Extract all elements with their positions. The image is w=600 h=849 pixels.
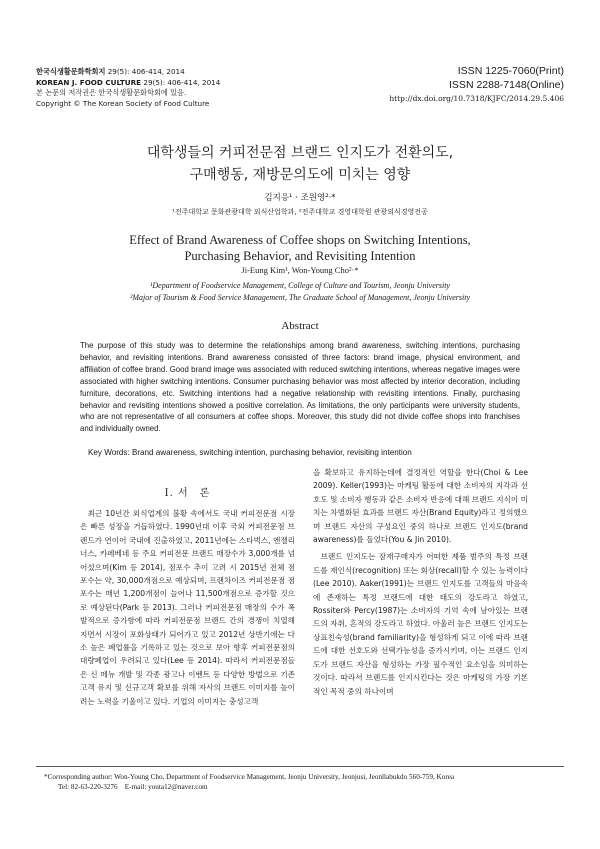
journal-name-en: KOREAN J. FOOD CULTURE — [36, 77, 142, 87]
affiliation-en-2: ²Major of Tourism & Food Service Management, The Graduate School of Management, Jeonju University — [129, 293, 471, 302]
title-ko — [0, 142, 600, 186]
title-ko-line1: 대학생들의 커피전문점 브랜드 인지도가 전환의도, — [146, 145, 454, 161]
journal-info — [36, 67, 220, 109]
copyright-note-ko: 본 논문의 저작권은 한국식생활문화학회에 있음. — [36, 88, 187, 98]
authors-en: Ji-Eung Kim¹, Won-Young Cho²·* — [241, 265, 359, 275]
keywords — [88, 448, 412, 457]
title-en-line2: Purchasing Behavior, and Revisiting Intention — [184, 249, 416, 263]
authors-ko: 김지응¹ · 조원영²·* — [264, 193, 336, 203]
affiliations-en — [0, 280, 600, 304]
issn-print: ISSN 1225-7060(Print) — [457, 65, 564, 77]
footnote — [44, 772, 454, 792]
paragraph: 을 확보하고 유지하는데에 결정적인 역할을 한다(Choi & Lee 2009). Keller(1993)는 마케팅 활동에 대한 소비자의 지각과 선호도 및 소비자 행동과 같은 소비자 반응에 대해 브랜드 지식이 미치는 차별화된 효과를 브랜드 자산(Brand Equity)라고 정의했으며 브랜드 자산의 구성요인 중의 하나로 브랜드 인지도(brand awareness)를 들었다(You & Jin 2010). — [313, 468, 528, 545]
section-heading: I. 서 론 — [164, 488, 211, 499]
affiliations-ko: ¹전주대학교 문화관광대학 외식산업학과, ²전주대학교 경영대학원 관광외식경영전공 — [172, 208, 428, 216]
paragraph: 브랜드 인지도는 잠재구매자가 어떠한 제품 범주의 특정 브랜드를 재인식(recognition) 또는 회상(recall)할 수 있는 능력이다(Lee 2010). Aaker(1991)는 브랜드 인지도를 고객들의 마음속에 존재하는 특정 브랜드에 대한 태도의 강도라고 하였고, Rossiter와 Percy(1987)는 소비자의 기억 속에 남아있는 브랜드의 자취, 흔적의 강도라고 하였다. 아울러 높은 브랜드 인지도는 상표친숙성(brand familiarity)을 형성하게 되고 이에 따라 브랜드에 대한 선호도와 선택가능성을 증가시키며, 이는 브랜드 인지도가 브랜드 자산을 형성하는 가장 필수적인 요소임을 의미하는 것이다. 따라서 브랜드를 인지시킨다는 것은 마케팅의 가장 기본적인 목적 중의 하나이며 — [313, 552, 528, 696]
contact-info: Tel: 82-63-220-3276 E-mail: youta12@naver.com — [58, 783, 208, 791]
title-en — [0, 232, 600, 264]
body-column-right — [313, 466, 528, 698]
body-column-left — [80, 507, 295, 708]
doi-link[interactable]: http://dx.doi.org/10.7318/KJFC/2014.29.5.406 — [389, 94, 564, 103]
title-ko-line2: 구매행동, 재방문의도에 미치는 영향 — [189, 167, 411, 183]
issn-online: ISSN 2288-7148(Online) — [449, 79, 564, 91]
abstract-text: The purpose of this study was to determine the relationships among brand awareness, switching intentions, purchasing behavior, and revisiting intentions. Brand awareness consisted of three factors: brand image, physical environment, and affiliation of coffee brand. Good brand image was associated with reduced switching intentions, whereas negative images were associated with higher switching intentions. Consumer purchasing behavior was most affected by interior decoration, including furniture, decorations, etc. Switching intentions had a negative relationship with revisiting intentions. Finally, purchasing behavior and revisiting intentions showed a positive correlation. As limitations, the only participants were university students, who are not representative of all consumers at coffee shops. Moreover, this study did not divide coffee shops into franchises and individually owned. — [80, 341, 520, 434]
title-en-line1: Effect of Brand Awareness of Coffee shops on Switching Intentions, — [129, 233, 471, 247]
footnote-divider — [36, 766, 564, 767]
journal-issue-ko: 29(5): 406-414, 2014 — [107, 67, 185, 76]
issn-block — [389, 64, 564, 106]
corresponding-author: *Corresponding author: Won-Young Cho, Department of Foodservice Management, Jeonju University, Jeonjusi, Jeonllabukdo 560-759, Korea — [44, 773, 455, 781]
journal-issue-en: 29(5): 406-414, 2014 — [143, 77, 221, 87]
paragraph: 최근 10년간 외식업계의 불황 속에서도 국내 커피전문점 시장은 빠른 성장을 거듭하였다. 1990년대 이후 국외 커피전문점 브랜드가 연이어 국내에 진출하였고, 2011년에는 스타벅스, 엔젤리너스, 카페베네 등 주요 커피전문 브랜드 매장수가 3,000개를 넘어섰으며(Kim 등 2014), 점포수 추이 고려 시 2015년 전체 점포수는 약, 30,000개점으로 예상되며, 프랜차이즈 커피전문점 점포수는 매년 1,200개점이 늘어나 11,500개점으로 증가할 것으로 예상된다(Park 등 2013). 그러나 커피전문점 매장의 수가 폭발적으로 증가함에 따라 커피전문점 브랜드 간의 경쟁이 치열해 지면서 시장이 포화상태가 되어가고 있고 2012년 상반기에는 다소 높은 폐업률을 기록하고 있는 것으로 보아 향후 커피전문점의 대량폐업이 우려되고 있다(Lee 등 2014). 따라서 커피전문점들은 신 메뉴 개발 및 각종 광고나 이벤트 등 다양한 방법으로 기존고객 유지 및 신규고객 확보를 위해 자사의 브랜드 이미지를 높이려는 노력을 기울이고 있다. 기업의 이미지는 충성고객 — [80, 509, 295, 706]
keywords-list: Brand awareness, switching intention, purchasing behavior, revisiting intention — [131, 448, 412, 457]
copyright: Copyright © The Korean Society of Food Culture — [36, 98, 210, 108]
affiliation-en-1: ¹Department of Foodservice Management, College of Culture and Tourism, Jeonju University — [150, 281, 450, 290]
journal-name-ko: 한국식생활문화학회지 — [36, 67, 106, 76]
abstract-heading: Abstract — [281, 320, 319, 332]
keywords-label: Key Words: — [88, 448, 130, 457]
